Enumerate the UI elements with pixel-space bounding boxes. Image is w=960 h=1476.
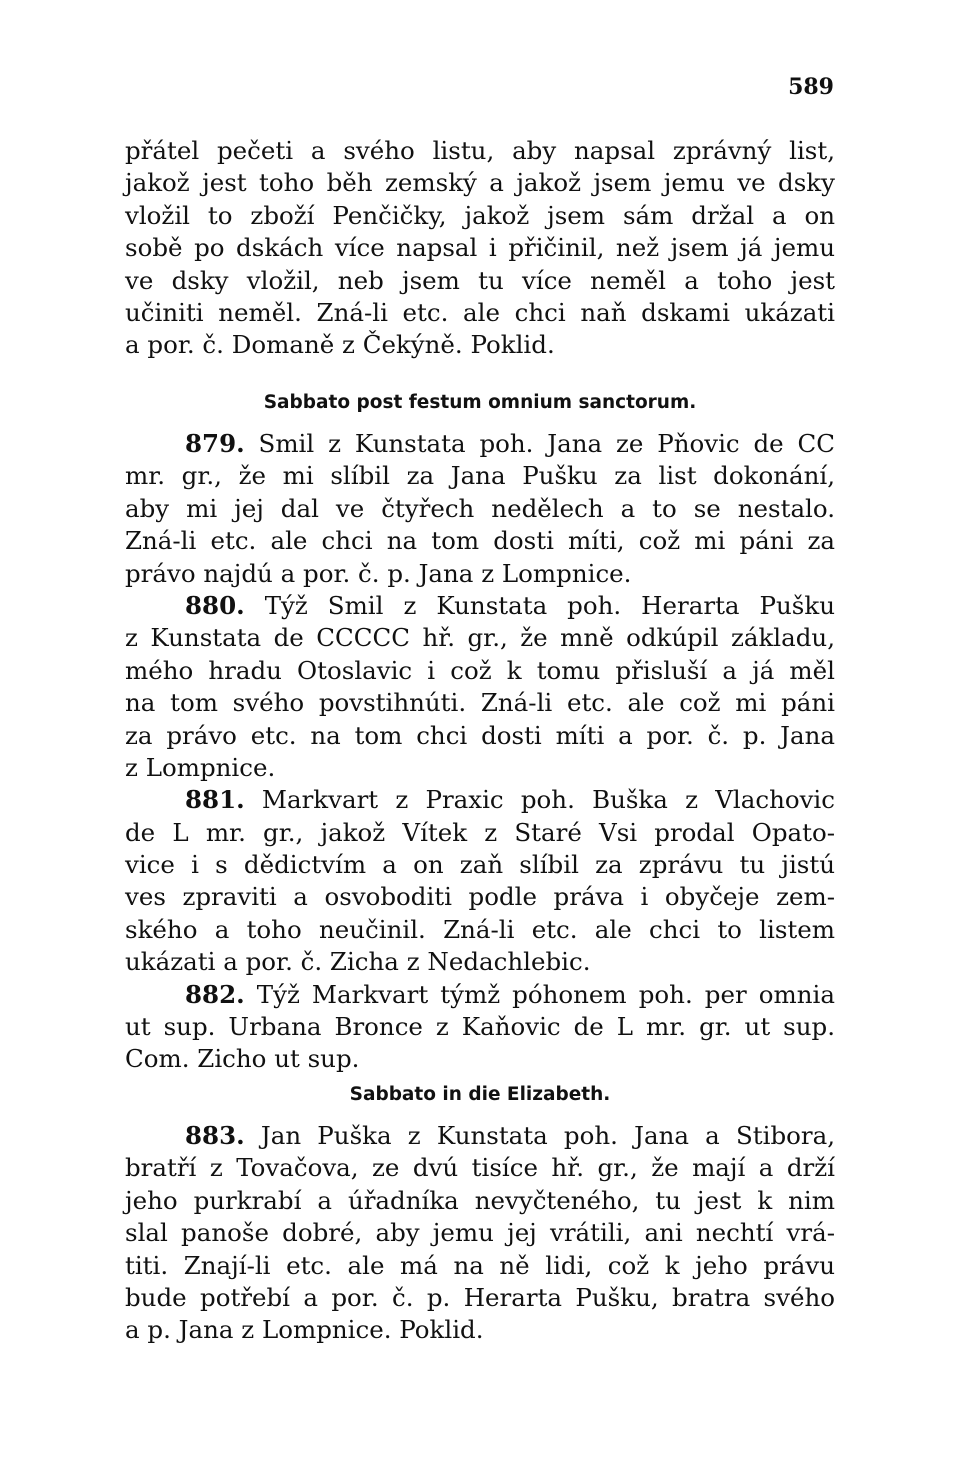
entry-text: Markvart z Praxic poh. Buška z Vlachovic	[261, 785, 835, 815]
text-line: ve dsky vložil, neb jsem tu více neměl a toho jest	[125, 265, 835, 295]
entry-number: 880.	[185, 590, 245, 620]
text-line: právo najdú a por. č. p. Jana z Lompnice.	[125, 558, 632, 588]
text-line: vložil to zboží Penčičky, jakož jsem sám držal a on	[125, 200, 835, 230]
text-line: na tom svého povstihnúti. Zná-li etc. ale což mi páni	[125, 688, 835, 718]
entry-number: 881.	[185, 785, 245, 815]
text-line: slal panoše dobré, aby jemu jej vrátili, ani nechtí vrá-	[125, 1218, 835, 1248]
entry-first-line	[125, 428, 835, 460]
text-line: přátel pečeti a svého listu, aby napsal zprávný list,	[125, 136, 835, 165]
text-line: z Lompnice.	[125, 752, 276, 782]
text-line: ukázati a por. č. Zicha z Nedachlebic.	[125, 947, 591, 977]
text-line: ut sup. Urbana Bronce z Kaňovic de L mr. gr. ut sup.	[125, 1012, 835, 1042]
section-heading: Sabbato post festum omnium sanctorum.	[263, 392, 697, 413]
text-line: učiniti neměl. Zná-li etc. ale chci naň dskami ukázati	[125, 297, 835, 327]
text-line: Zná-li etc. ale chci na tom dosti míti, což mi páni za	[125, 526, 835, 556]
entry-text: Jan Puška z Kunstata poh. Jana a Stibora,	[260, 1121, 835, 1150]
entry-text: Týž Smil z Kunstata poh. Herarta Pušku	[264, 590, 835, 620]
entry-first-line	[125, 784, 835, 816]
text-line: de L mr. gr., jakož Vítek z Staré Vsi prodal Opato-	[125, 817, 835, 847]
entry-number: 883.	[185, 1121, 245, 1150]
entry-first-line	[125, 590, 835, 622]
text-line: ves zpraviti a osvoboditi podle práva i obyčeje zem-	[125, 882, 835, 912]
entries-block-2	[125, 1120, 835, 1347]
entries-block-1	[125, 428, 835, 1076]
entry-text: Smil z Kunstata poh. Jana ze Pňovic de CC	[258, 429, 835, 458]
text-line: z Kunstata de CCCCC hř. gr., že mně odkúpil základu,	[125, 623, 835, 653]
entry-first-line	[125, 979, 835, 1011]
text-line: ského a toho neučinil. Zná-li etc. ale chci to listem	[125, 914, 835, 944]
text-line: mého hradu Otoslavic i což k tomu přisluší a já měl	[125, 655, 835, 685]
entry-first-line	[125, 1120, 835, 1152]
entry-text: Týž Markvart týmž póhonem poh. per omnia	[256, 979, 835, 1009]
text-line: sobě po dskách více napsal i přičinil, než jsem já jemu	[125, 233, 835, 263]
text-line: jakož jest toho běh zemský a jakož jsem jemu ve dsky	[125, 168, 835, 198]
entry-number: 882.	[185, 979, 245, 1009]
entry-number: 879.	[185, 429, 245, 458]
text-line: a por. č. Domaně z Čekýně. Poklid.	[125, 330, 555, 360]
text-line: jeho purkrabí a úřadníka nevyčteného, tu jest k nim	[125, 1185, 835, 1215]
text-line: bratří z Tovačova, ze dvú tisíce hř. gr., že mají a drží	[125, 1153, 835, 1183]
section-heading: Sabbato in die Elizabeth.	[349, 1084, 611, 1105]
page-number: 589	[788, 74, 834, 100]
text-line: aby mi jej dal ve čtyřech nedělech a to se nestalo.	[125, 493, 835, 523]
text-line: mr. gr., že mi slíbil za Jana Pušku za list dokonání,	[125, 461, 835, 491]
text-line: vice i s dědictvím a on zaň slíbil za zprávu tu jistú	[125, 850, 835, 880]
text-line: za právo etc. na tom chci dosti míti a por. č. p. Jana	[125, 720, 835, 750]
text-line: bude potřebí a por. č. p. Herarta Pušku, bratra svého	[125, 1282, 835, 1312]
text-line: a p. Jana z Lompnice. Poklid.	[125, 1315, 484, 1345]
text-line: titi. Znají-li etc. ale má na ně lidi, což k jeho právu	[125, 1250, 835, 1280]
paragraph-continuation	[125, 135, 835, 362]
text-line: Com. Zicho ut sup.	[125, 1044, 360, 1074]
